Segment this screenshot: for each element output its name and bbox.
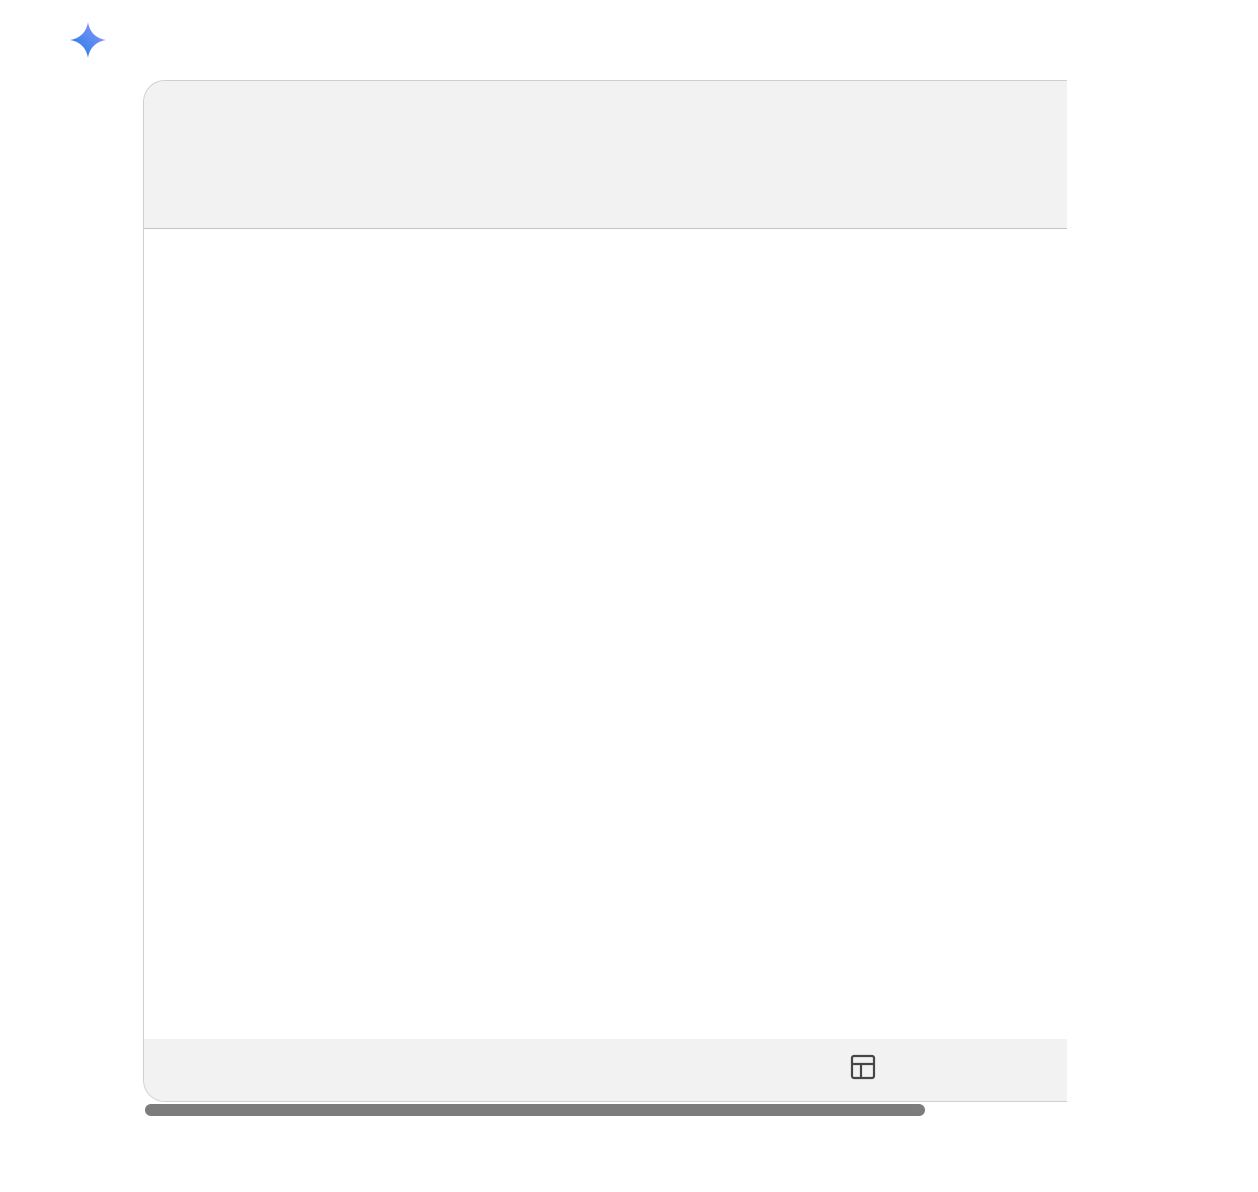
data-table bbox=[143, 80, 1067, 1102]
table-icon[interactable] bbox=[850, 1054, 876, 1080]
gemini-spark-icon bbox=[68, 20, 108, 60]
table-header bbox=[144, 81, 1067, 229]
horizontal-scrollbar[interactable] bbox=[145, 1104, 925, 1116]
table-footer bbox=[144, 1039, 1067, 1101]
